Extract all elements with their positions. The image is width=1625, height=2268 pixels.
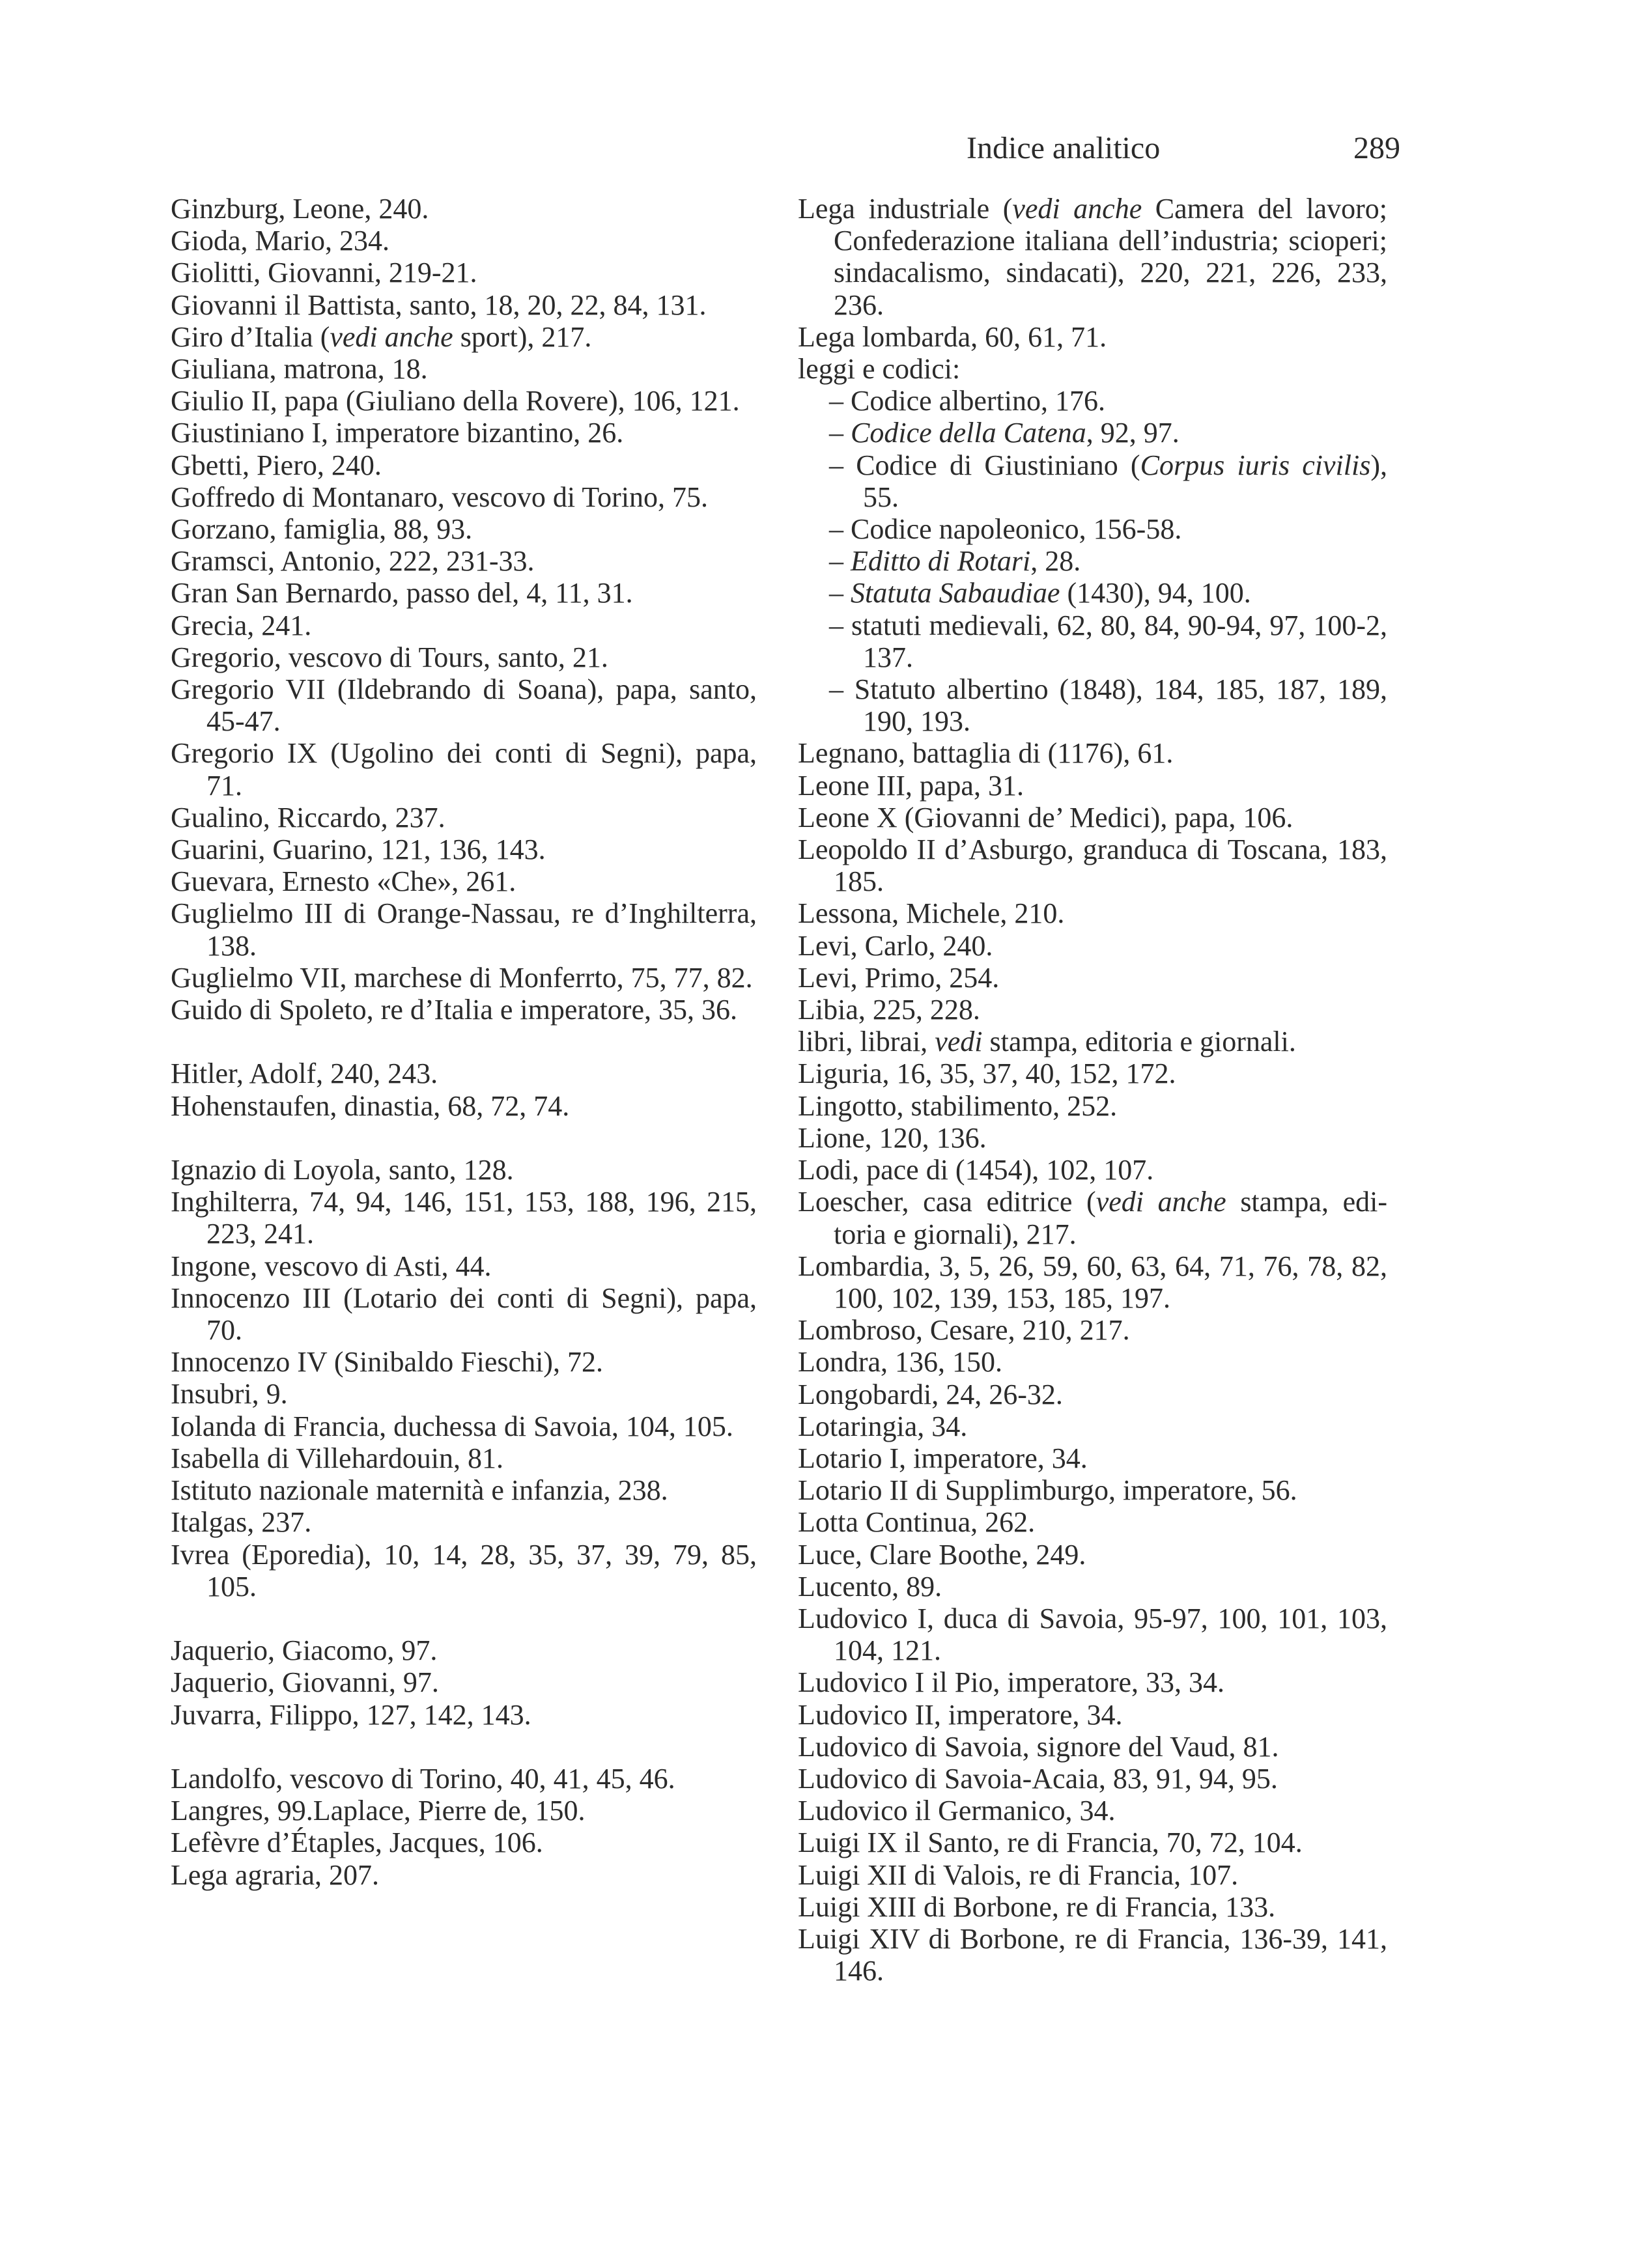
index-entry — [798, 737, 1387, 769]
index-entry — [171, 289, 757, 321]
index-entry — [798, 1346, 1387, 1378]
index-entry — [798, 193, 1387, 321]
index-entry — [171, 1506, 757, 1538]
entry-text: – — [829, 417, 851, 449]
entry-text: Hohenstaufen, dinastia, 68, 72, 74. — [171, 1089, 570, 1122]
index-entry — [798, 1154, 1387, 1186]
index-entry — [798, 1827, 1387, 1858]
index-entry — [798, 930, 1387, 962]
entry-text: Ignazio di Loyola, santo, 128. — [171, 1154, 514, 1186]
entry-text: Jaquerio, Giacomo, 97. — [171, 1634, 438, 1667]
index-entry — [798, 1666, 1387, 1698]
letter-group-gap — [171, 1122, 757, 1154]
entry-text: ), 55. — [863, 449, 1387, 513]
index-subentry — [798, 449, 1387, 513]
entry-text: – Codice di Giustiniano ( — [829, 449, 1140, 481]
index-subentry — [798, 673, 1387, 737]
entry-text: Lessona, Michele, 210. — [798, 897, 1065, 930]
entry-text: libri, librai, — [798, 1026, 935, 1058]
index-entry — [171, 1859, 757, 1891]
entry-text: Levi, Carlo, 240. — [798, 929, 993, 962]
entry-text: Ginzburg, Leone, 240. — [171, 193, 429, 225]
index-entry — [798, 1122, 1387, 1154]
index-entry — [171, 193, 757, 225]
entry-text: Lega lombarda, 60, 61, 71. — [798, 320, 1107, 353]
entry-text: Italgas, 237. — [171, 1506, 312, 1539]
entry-text: Lingotto, stabilimento, 252. — [798, 1089, 1118, 1122]
index-subentry — [798, 545, 1387, 577]
entry-italic-text: Codice della Catena — [851, 417, 1086, 449]
letter-group-gap — [171, 1731, 757, 1763]
index-entry — [798, 1474, 1387, 1506]
index-entry — [798, 1699, 1387, 1731]
entry-text: Lione, 120, 136. — [798, 1121, 987, 1154]
entry-text: , 28. — [1030, 545, 1081, 578]
index-entry — [171, 545, 757, 577]
index-entry — [171, 737, 757, 801]
index-entry — [171, 994, 757, 1026]
entry-italic-text: Statuta Sabaudiae — [851, 577, 1060, 609]
index-subentry — [798, 513, 1387, 545]
entry-text: Hitler, Adolf, 240, 243. — [171, 1057, 438, 1090]
entry-text: Ludovico il Germanico, 34. — [798, 1795, 1116, 1827]
index-entry — [798, 1763, 1387, 1795]
entry-text: Lotario II di Supplimburgo, imperatore, 56. — [798, 1474, 1297, 1507]
entry-text: Luigi IX il Santo, re di Francia, 70, 72, 104. — [798, 1827, 1303, 1859]
index-entry — [171, 385, 757, 417]
entry-text: Gramsci, Antonio, 222, 231-33. — [171, 545, 535, 578]
index-entry — [171, 641, 757, 673]
index-entry — [171, 1250, 757, 1282]
index-entry — [171, 673, 757, 737]
entry-text: Giovanni il Battista, santo, 18, 20, 22, 84, 131. — [171, 288, 707, 321]
index-entry — [171, 865, 757, 897]
index-entry — [171, 1763, 757, 1795]
entry-italic-text: Editto di Rotari — [851, 545, 1031, 578]
entry-text: Gorzano, famiglia, 88, 93. — [171, 513, 473, 546]
entry-text: Ludovico II, imperatore, 34. — [798, 1698, 1123, 1731]
index-entry — [171, 1795, 757, 1827]
letter-group-gap — [171, 1026, 757, 1057]
index-entry — [798, 321, 1387, 353]
entry-text: Gran San Bernardo, passo del, 4, 11, 31. — [171, 577, 633, 609]
entry-italic-text: vedi anche — [1095, 1186, 1226, 1218]
entry-text: Guido di Spoleto, re d’Italia e imperatore, 35, 36. — [171, 994, 737, 1026]
entry-text: Giolitti, Giovanni, 219-21. — [171, 257, 477, 289]
entry-text: Grecia, 241. — [171, 609, 312, 641]
entry-italic-text: vedi anche — [330, 320, 453, 353]
index-entry — [798, 962, 1387, 994]
index-entry — [171, 1057, 757, 1089]
entry-text: Gualino, Riccardo, 237. — [171, 801, 445, 833]
index-entry — [798, 1603, 1387, 1666]
entry-text: Giustiniano I, imperatore bizantino, 26. — [171, 417, 624, 449]
entry-text: Guarini, Guarino, 121, 136, 143. — [171, 833, 546, 866]
index-subentry — [798, 417, 1387, 449]
entry-text: Libia, 225, 228. — [798, 994, 980, 1026]
entry-text: Luigi XIII di Borbone, re di Francia, 133. — [798, 1890, 1276, 1923]
index-entry — [798, 770, 1387, 802]
page-number: 289 — [1353, 131, 1400, 165]
letter-group-gap — [171, 1603, 757, 1634]
entry-text: – — [829, 545, 851, 578]
entry-text: sport), 217. — [453, 320, 592, 353]
entry-text: Guevara, Ernesto «Che», 261. — [171, 865, 516, 898]
entry-text: Lucento, 89. — [798, 1570, 942, 1603]
index-entry — [171, 1442, 757, 1474]
index-entry — [171, 1410, 757, 1442]
index-entry — [171, 1634, 757, 1666]
entry-text: Giulio II, papa (Giuliano della Rovere), 106, 121. — [171, 385, 740, 417]
entry-text: Ludovico di Savoia-Acaia, 83, 91, 94, 95. — [798, 1762, 1278, 1795]
index-entry — [798, 1250, 1387, 1314]
entry-text: – Statuto albertino (1848), 184, 185, 187, 189, 190, 193. — [829, 673, 1387, 738]
entry-text: Liguria, 16, 35, 37, 40, 152, 172. — [798, 1057, 1176, 1090]
index-entry — [798, 1891, 1387, 1923]
entry-italic-text: vedi anche — [1012, 193, 1142, 225]
entry-text: (1430), 94, 100. — [1060, 577, 1251, 609]
index-entry — [171, 1699, 757, 1731]
entry-text: , 92, 97. — [1086, 417, 1180, 449]
index-entry — [171, 321, 757, 353]
entry-text: Lega industriale ( — [798, 193, 1013, 225]
index-entry — [798, 1057, 1387, 1089]
index-entry — [798, 1379, 1387, 1410]
entry-italic-text: Corpus iuris civilis — [1140, 449, 1371, 481]
entry-text: Gbetti, Piero, 240. — [171, 449, 382, 481]
entry-italic-text: vedi — [935, 1026, 983, 1058]
entry-text: Goffredo di Montanaro, vescovo di Torino, 75. — [171, 481, 709, 513]
entry-text: Juvarra, Filippo, 127, 142, 143. — [171, 1698, 531, 1731]
index-entry — [171, 225, 757, 257]
index-entry — [171, 1827, 757, 1858]
index-entry — [171, 1666, 757, 1698]
entry-text: Innocenzo III (Lotario dei conti di Segni), papa, 70. — [171, 1281, 757, 1347]
index-entry — [171, 577, 757, 609]
entry-text: Leone X (Giovanni de’ Medici), papa, 106. — [798, 801, 1293, 833]
entry-text: Giro d’Italia ( — [171, 320, 330, 353]
entry-text: Londra, 136, 150. — [798, 1346, 1003, 1379]
entry-text: stampa, editoria e giornali), 217. — [834, 1186, 1387, 1250]
entry-text: Lombardia, 3, 5, 26, 59, 60, 63, 64, 71, 76, 78, 82, 100, 102, 139, 153, 185, 197. — [798, 1250, 1387, 1314]
index-entry — [798, 1090, 1387, 1122]
index-entry — [798, 897, 1387, 929]
entry-text: Jaquerio, Giovanni, 97. — [171, 1666, 439, 1699]
entry-text: Lotaringia, 34. — [798, 1410, 968, 1442]
index-entry — [798, 1314, 1387, 1346]
entry-text: stampa, editoria e giornali. — [982, 1026, 1296, 1058]
entry-text: Ludovico di Savoia, signore del Vaud, 81. — [798, 1730, 1279, 1763]
index-entry — [171, 1539, 757, 1603]
entry-text: Isabella di Villehardouin, 81. — [171, 1442, 503, 1474]
entry-text: leggi e codici: — [798, 353, 961, 385]
index-entry — [798, 1186, 1387, 1250]
entry-text: Ivrea (Eporedia), 10, 14, 28, 35, 37, 39, 79, 85, 105. — [171, 1538, 757, 1603]
entry-text: Inghilterra, 74, 94, 146, 151, 153, 188, 196, 215, 223, 241. — [171, 1186, 757, 1250]
entry-text: Levi, Primo, 254. — [798, 961, 1000, 994]
index-entry — [798, 1923, 1387, 1987]
entry-text: Innocenzo IV (Sinibaldo Fieschi), 72. — [171, 1346, 603, 1379]
entry-text: Luigi XII di Valois, re di Francia, 107. — [798, 1858, 1239, 1891]
index-entry — [798, 833, 1387, 897]
index-entry — [171, 353, 757, 385]
index-entry — [798, 1442, 1387, 1474]
index-entry — [171, 257, 757, 288]
entry-text: Insubri, 9. — [171, 1378, 288, 1410]
entry-text: Lefèvre d’Étaples, Jacques, 106. — [171, 1827, 543, 1859]
index-entry — [798, 1571, 1387, 1603]
entry-text: Camera del lavoro; Confederazione italiana dell’industria; scioperi; sindacalismo, sindacati), 220, 221, 226, 233, 236. — [834, 193, 1388, 321]
entry-text: – Codice albertino, 176. — [829, 385, 1106, 417]
index-entry — [171, 417, 757, 449]
index-entry — [798, 1539, 1387, 1571]
index-entry — [798, 1859, 1387, 1891]
entry-text: Ludovico I il Pio, imperatore, 33, 34. — [798, 1666, 1224, 1699]
index-entry — [171, 1346, 757, 1378]
entry-text: Iolanda di Francia, duchessa di Savoia, 104, 105. — [171, 1410, 733, 1442]
index-entry — [798, 802, 1387, 833]
index-entry — [171, 1090, 757, 1122]
entry-text: Lega agraria, 207. — [171, 1858, 380, 1891]
entry-text: Guglielmo III di Orange-Nassau, re d’Inghilterra, 138. — [171, 897, 757, 962]
index-entry — [171, 1154, 757, 1186]
index-entry — [171, 449, 757, 481]
entry-text: Gioda, Mario, 234. — [171, 225, 390, 257]
index-column-left — [171, 193, 757, 1891]
index-entry — [171, 1282, 757, 1346]
index-entry — [171, 1378, 757, 1410]
index-entry — [171, 1474, 757, 1506]
entry-text: Landolfo, vescovo di Torino, 40, 41, 45, 46. — [171, 1762, 675, 1795]
index-subentry — [798, 609, 1387, 673]
entry-text: – Codice napoleonico, 156-58. — [829, 513, 1182, 546]
entry-text: Leopoldo II d’Asburgo, granduca di Toscana, 183, 185. — [798, 833, 1387, 898]
index-entry — [798, 1026, 1387, 1057]
entry-text: – statuti medievali, 62, 80, 84, 90-94, 97, 100-2, 137. — [829, 609, 1387, 673]
index-entry — [171, 802, 757, 833]
entry-text: Guglielmo VII, marchese di Monferrto, 75, 77, 82. — [171, 961, 753, 994]
index-entry — [798, 994, 1387, 1026]
entry-text: Legnano, battaglia di (1176), 61. — [798, 737, 1174, 770]
index-entry — [171, 609, 757, 641]
running-header — [957, 122, 1400, 175]
index-entry — [171, 962, 757, 994]
entry-text: Istituto nazionale maternità e infanzia, 238. — [171, 1474, 668, 1507]
entry-text: Ludovico I, duca di Savoia, 95-97, 100, 101, 103, 104, 121. — [798, 1602, 1387, 1667]
entry-text: Langres, 99.Laplace, Pierre de, 150. — [171, 1795, 586, 1827]
entry-text: Loescher, casa editrice ( — [798, 1186, 1096, 1218]
entry-text: Gregorio VII (Ildebrando di Soana), papa, santo, 45-47. — [171, 673, 757, 738]
index-entry — [798, 1795, 1387, 1827]
index-entry — [798, 1506, 1387, 1538]
running-title: Indice analitico — [967, 131, 1161, 165]
entry-text: Giuliana, matrona, 18. — [171, 353, 428, 385]
entry-text: Lodi, pace di (1454), 102, 107. — [798, 1154, 1154, 1186]
index-entry — [171, 1186, 757, 1250]
entry-text: Luce, Clare Boothe, 249. — [798, 1538, 1086, 1571]
entry-text: Leone III, papa, 31. — [798, 769, 1024, 802]
index-entry — [171, 897, 757, 961]
index-entry — [171, 833, 757, 865]
index-entry — [798, 353, 1387, 385]
entry-text: Longobardi, 24, 26-32. — [798, 1378, 1063, 1410]
entry-text: – — [829, 577, 851, 609]
entry-text: Lombroso, Cesare, 210, 217. — [798, 1314, 1130, 1347]
index-entry — [798, 1410, 1387, 1442]
index-entry — [171, 513, 757, 545]
entry-text: Gregorio IX (Ugolino dei conti di Segni), papa, 71. — [171, 737, 757, 802]
index-subentry — [798, 385, 1387, 417]
entry-text: Ingone, vescovo di Asti, 44. — [171, 1250, 492, 1282]
entry-text: Gregorio, vescovo di Tours, santo, 21. — [171, 641, 608, 673]
index-column-right — [798, 193, 1387, 1987]
entry-text: Lotario I, imperatore, 34. — [798, 1442, 1088, 1474]
index-entry — [171, 481, 757, 513]
entry-text: Lotta Continua, 262. — [798, 1506, 1036, 1539]
index-subentry — [798, 577, 1387, 609]
index-entry — [798, 1731, 1387, 1763]
entry-text: Luigi XIV di Borbone, re di Francia, 136-39, 141, 146. — [798, 1922, 1387, 1987]
